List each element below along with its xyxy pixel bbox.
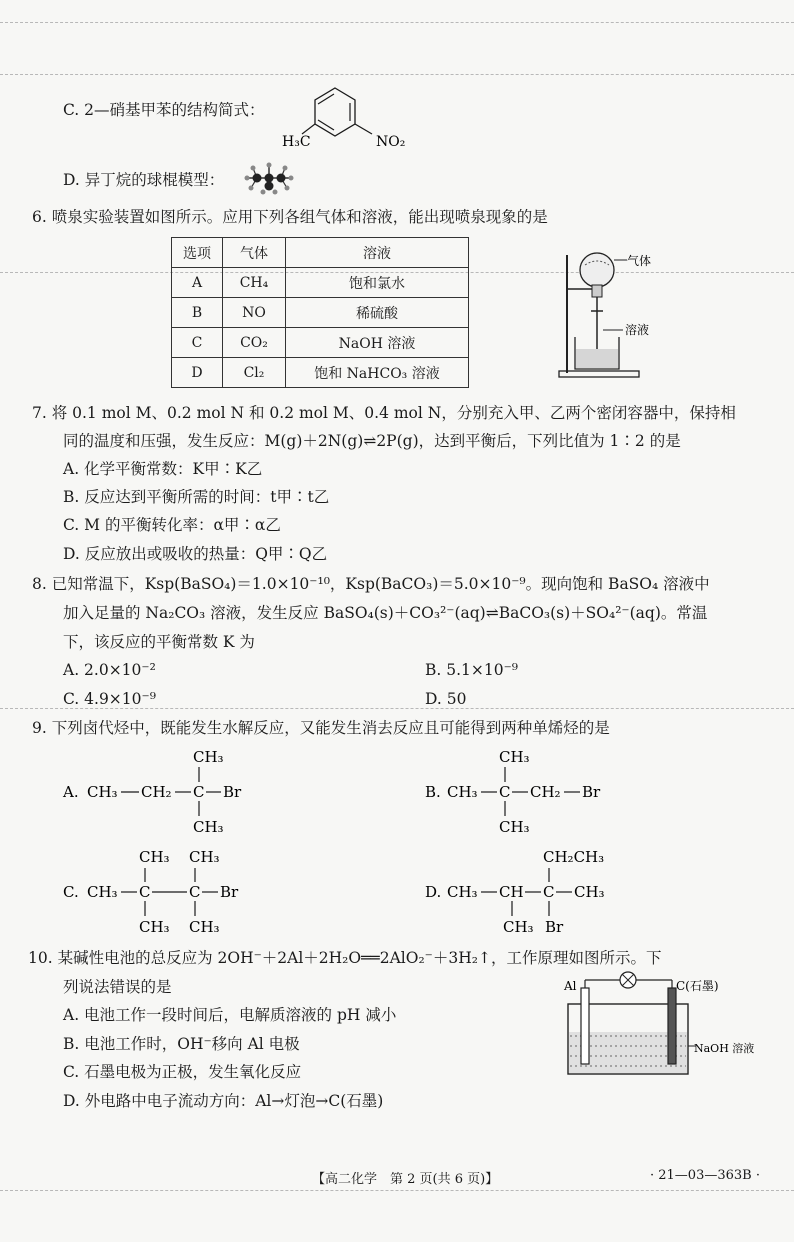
isobutane-ball-stick-model [235,160,305,194]
table-cell: A [172,268,223,298]
q7-option-b: B. 反应达到平衡所需的时间：t甲∶t乙 [63,488,330,506]
option-label: B. [425,783,441,801]
atom-label: CH₃ [447,883,478,901]
atom-label: CH₃ [189,848,220,866]
table-row [172,358,469,388]
option-label: C. [63,883,79,901]
q5-option-d: D. 异丁烷的球棍模型： [63,171,225,189]
dashed-line [0,1190,794,1191]
table-cell: D [172,358,223,388]
table-header: 选项 [172,238,223,268]
battery-diagram [560,970,770,1080]
table-header: 气体 [223,238,286,268]
atom-label: CH₂CH₃ [543,848,605,866]
atom-label: CH₃ [189,918,220,936]
table-cell: Cl₂ [223,358,286,388]
table-cell: NO [223,298,286,328]
q8-option-d: D. 50 [425,690,467,708]
q6-stem: 6. 喷泉实验装置如图所示。应用下列各组气体和溶液，能出现喷泉现象的是 [32,208,548,226]
atom-label: CH₃ [87,783,118,801]
table-row [172,328,469,358]
table-cell: B [172,298,223,328]
dashed-line [0,22,794,23]
no2-label: NO₂ [376,134,406,150]
atom-label: C [499,783,511,801]
atom-label: CH₃ [503,918,534,936]
q8-stem-1: 8. 已知常温下，Ksp(BaSO₄)＝1.0×10⁻¹⁰，Ksp(BaCO₃)＝5.0×10⁻⁹。现向饱和 BaSO₄ 溶液中 [32,575,710,593]
q7-option-c: C. M 的平衡转化率：α甲∶α乙 [63,516,281,534]
atom-label: Br [545,918,564,936]
q8-option-b: B. 5.1×10⁻⁹ [425,661,518,679]
exam-code: · 21—03—363B · [650,1168,760,1183]
naoh-label: NaOH 溶液 [694,1042,755,1055]
q10-option-d: D. 外电路中电子流动方向：Al→灯泡→C(石墨) [63,1092,384,1110]
atom-label: CH₃ [193,748,224,766]
q10-stem-2: 列说法错误的是 [63,978,172,996]
q6-table [171,237,469,388]
atom-label: CH₃ [193,818,224,836]
q8-option-a: A. 2.0×10⁻² [63,661,156,679]
q9-option-a-structure [63,742,263,838]
table-row [172,268,469,298]
solution-label: 溶液 [625,323,650,337]
atom-label: CH₃ [499,748,530,766]
atom-label: C [543,883,555,901]
gas-label: 气体 [627,254,652,268]
atom-label: C [193,783,205,801]
atom-label: CH₃ [499,818,530,836]
q8-stem-2: 加入足量的 Na₂CO₃ 溶液，发生反应 BaSO₄(s)＋CO₃²⁻(aq)⇌BaCO₃(s)＋SO₄²⁻(aq)。常温 [63,604,708,622]
table-row [172,298,469,328]
q10-stem-1: 10. 某碱性电池的总反应为 2OH⁻＋2Al＋2H₂O══2AlO₂⁻＋3H₂↑，工作原理如图所示。下 [28,949,662,967]
q9-option-b-structure [425,742,625,838]
table-cell: C [172,328,223,358]
q9-option-c-structure [63,842,273,940]
atom-label: CH₃ [87,883,118,901]
al-label: Al [564,979,577,993]
table-cell: 稀硫酸 [286,298,469,328]
q8-stem-3: 下，该反应的平衡常数 K 为 [63,633,255,651]
h3c-label: H₃C [282,134,311,150]
q8-option-c: C. 4.9×10⁻⁹ [63,690,156,708]
option-label: D. [425,883,442,901]
atom-label: C [189,883,201,901]
table-cell: CH₄ [223,268,286,298]
dashed-line [0,74,794,75]
table-cell: 饱和氯水 [286,268,469,298]
atom-label: C [139,883,151,901]
atom-label: Br [582,783,601,801]
atom-label: CH [499,883,524,901]
atom-label: Br [223,783,242,801]
q5-option-c: C. 2—硝基甲苯的结构简式： [63,101,265,119]
nitrotoluene-structure [280,78,420,158]
graphite-label: C(石墨) [676,979,719,993]
q10-option-c: C. 石墨电极为正极，发生氧化反应 [63,1063,302,1081]
q7-stem-1: 7. 将 0.1 mol M、0.2 mol N 和 0.2 mol M、0.4 mol N，分别充入甲、乙两个密闭容器中，保持相 [32,404,736,422]
q9-stem: 9. 下列卤代烃中，既能发生水解反应，又能发生消去反应且可能得到两种单烯烃的是 [32,719,610,737]
option-label: A. [63,783,79,801]
table-cell: NaOH 溶液 [286,328,469,358]
table-cell: CO₂ [223,328,286,358]
atom-label: CH₂ [530,783,561,801]
atom-label: CH₃ [447,783,478,801]
atom-label: CH₂ [141,783,172,801]
atom-label: CH₃ [139,918,170,936]
table-header: 溶液 [286,238,469,268]
table-cell: 饱和 NaHCO₃ 溶液 [286,358,469,388]
q7-stem-2: 同的温度和压强，发生反应：M(g)＋2N(g)⇌2P(g)，达到平衡后，下列比值为 1∶2 的是 [63,432,681,450]
atom-label: CH₃ [139,848,170,866]
q10-option-b: B. 电池工作时，OH⁻移向 Al 电极 [63,1035,300,1053]
fountain-apparatus-figure [555,245,675,385]
q7-option-d: D. 反应放出或吸收的热量：Q甲∶Q乙 [63,545,328,563]
q10-option-a: A. 电池工作一段时间后，电解质溶液的 pH 减小 [63,1006,397,1024]
q7-option-a: A. 化学平衡常数：K甲∶K乙 [63,460,263,478]
atom-label: CH₃ [574,883,605,901]
q9-option-d-structure [425,842,665,940]
atom-label: Br [220,883,239,901]
page-footer: 【高二化学 第 2 页(共 6 页)】 [312,1172,499,1187]
